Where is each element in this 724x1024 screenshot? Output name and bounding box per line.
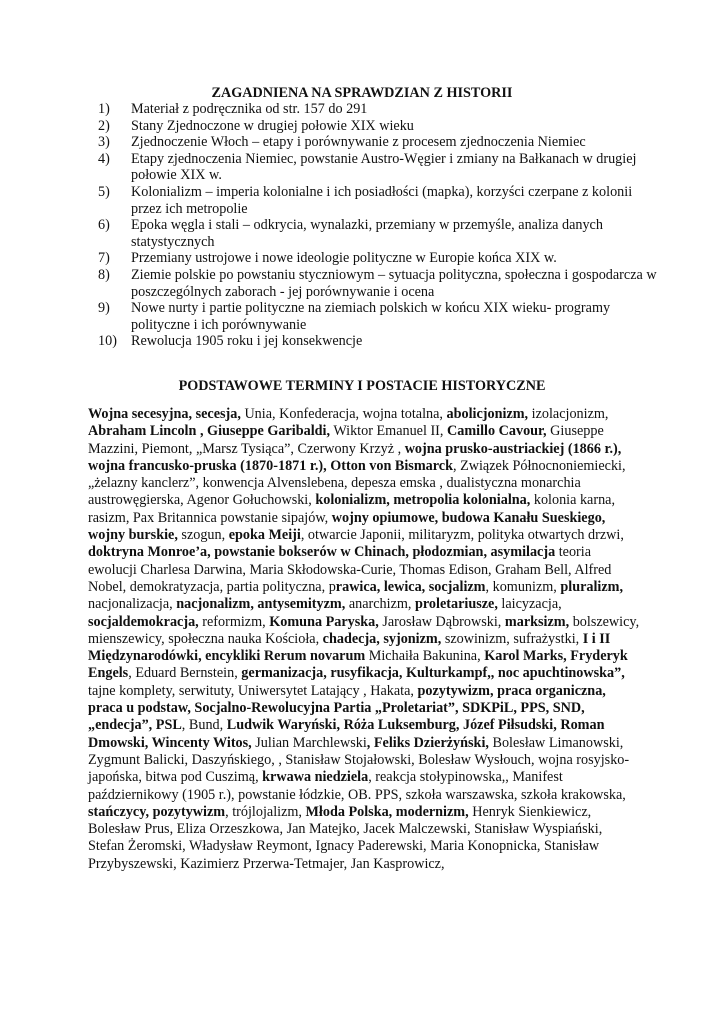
topic-number: 3) <box>98 134 110 151</box>
bold-term: nacjonalizm, antysemityzm, <box>176 596 346 613</box>
topic-text: Materiał z podręcznika od str. 157 do 291 <box>131 101 368 117</box>
bold-term: , Feliks Dzierżyński, <box>366 734 489 751</box>
bold-term: proletariusze, <box>415 596 498 613</box>
bold-term: Komuna Paryska, <box>269 613 379 630</box>
term-text: bolszewicy, mienszewicy, społeczna nauka Kościoła, <box>88 613 640 647</box>
topic-text: Epoka węgla i stali – odkrycia, wynalazki, przemiany w przemyśle, analiza danych statystycznych <box>131 217 603 250</box>
topic-text: Przemiany ustrojowe i nowe ideologie polityczne w Europie końca XIX w. <box>131 250 557 267</box>
topic-text: Nowe nurty i partie polityczne na ziemiach polskich w końcu XIX wieku- programy polityczne i ich porównywanie <box>131 300 611 333</box>
bold-term: abolicjonizm, <box>446 406 529 422</box>
term-text: , reakcja stołypinowska,, Manifest październikowy (1905 r.), powstanie łódzkie, OB. PPS, szkoła warszawska, szkoła krakowska, <box>88 769 626 803</box>
bold-term: rawica, lewica, socjalizm <box>335 578 486 595</box>
term-text: Bolesław Limanowski, Zygmunt Balicki, Daszyńskiego, , Stanisław Stojałowski, Bolesław Wysłouch, wojna rosyjsko-japońska, bitwa pod Cuszimą, <box>88 734 630 786</box>
topic-item <box>98 267 658 300</box>
term-text: , Związek Północnoniemiecki, „żelazny kanclerz”, konwencja Alvenslebena, depesza emska , dualistyczna monarchia austrowęgierska, Agenor Gołuchowski, <box>88 457 626 509</box>
bold-term: germanizacja, rusyfikacja, Kulturkampf,, noc apuchtinowska”, <box>241 665 625 682</box>
bold-term: doktryna Monroe’a, powstanie bokserów w Chinach, płodozmian, asymilacja <box>88 544 556 561</box>
term-text: , trójlojalizm, <box>225 803 306 820</box>
term-text: laicyzacja, <box>497 596 562 613</box>
topic-text: Zjednoczenie Włoch – etapy i porównywanie z procesem zjednoczenia Niemiec <box>131 134 586 151</box>
topic-number: 6) <box>98 217 110 234</box>
bold-term: marksizm, <box>504 613 570 630</box>
bold-term: wojna prusko-austriackiej (1866 r.), wojna francusko-pruska (1870-1871 r.), <box>88 440 622 474</box>
bold-term: krwawa niedziela <box>262 769 369 786</box>
bold-term: Karol Marks, Fryderyk Engels <box>88 648 628 682</box>
topic-text: Etapy zjednoczenia Niemiec, powstanie Austro-Węgier i zmiany na Bałkanach w drugiej połowie XIX w. <box>131 150 637 184</box>
bold-term: pozytywizm, praca organiczna, praca u podstaw, Socjalno-Rewolucyjna Partia „Proletariat”, SDKPiL, PPS, SND, „endecja”, PSL <box>88 682 606 734</box>
term-text: , Bund, <box>181 717 227 734</box>
topic-number: 2) <box>98 117 110 134</box>
bold-term: Camillo Cavour, <box>447 423 547 440</box>
term-text: Michaiła Bakunina, <box>365 648 485 665</box>
topic-item <box>98 250 658 267</box>
topic-item <box>98 134 658 151</box>
topic-number: 9) <box>98 300 110 317</box>
topic-number: 8) <box>98 266 110 283</box>
section-heading: PODSTAWOWE TERMINY I POSTACIE HISTORYCZNE <box>178 378 546 394</box>
term-text: reformizm, <box>198 613 270 630</box>
term-text: Henryk Sienkiewicz, Bolesław Prus, Eliza Orzeszkowa, Jan Matejko, Jacek Malczewski, Stanisław Wyspiański, Stefan Żeromski, Władysław Reymont, Ignacy Paderewski, Maria Konopnicka, Stanisław Przybyszewski, Kazimierz Przerwa-Tetmajer, Jan Kasprowicz, <box>88 803 603 872</box>
term-text: izolacjonizm, <box>528 406 609 422</box>
term-text: tajne komplety, serwituty, Uniwersytet Latający , Hakata, <box>88 682 418 699</box>
bold-term: I i II Międzynarodówki, encykliki Rerum novarum <box>88 630 611 665</box>
bold-term: chadecja, syjonizm, <box>322 630 442 647</box>
topic-number: 7) <box>98 250 110 267</box>
topic-item <box>98 333 658 350</box>
bold-term: Wojna secesyjna, secesja, <box>88 406 241 422</box>
term-text: , otwarcie Japonii, militaryzm, polityka otwartych drzwi, <box>300 527 624 544</box>
bold-term: stańczycy, pozytywizm <box>88 803 226 820</box>
page-title: ZAGADNIENA NA SPRAWDZIAN Z HISTORII <box>211 85 513 101</box>
bold-term: Młoda Polska, modernizm, <box>305 803 469 820</box>
bold-term: pluralizm, <box>560 578 624 595</box>
term-text: Jarosław Dąbrowski, <box>378 613 505 630</box>
term-text: szowinizm, sufrażystki, <box>441 630 583 647</box>
topic-item <box>98 101 658 118</box>
topic-text: Rewolucja 1905 roku i jej konsekwencje <box>131 333 363 350</box>
bold-term: Otton von Bismarck <box>330 457 453 474</box>
topic-item <box>98 184 658 217</box>
bold-term: kolonializm, metropolia kolonialna, <box>315 492 531 509</box>
term-text: Giuseppe Mazzini, Piemont, „Marsz Tysiąca”, Czerwony Krzyż , <box>88 423 604 457</box>
topic-number: 4) <box>98 150 110 167</box>
term-text: , komunizm, <box>485 578 561 595</box>
term-text: kolonia karna, rasizm, Pax Britannica powstanie sipajów, <box>88 492 616 526</box>
topic-item <box>98 151 658 184</box>
topic-number: 10) <box>98 333 117 350</box>
bold-term: socjaldemokracja, <box>88 613 199 630</box>
term-text: Unia, Konfederacja, wojna totalna, <box>240 406 447 422</box>
topic-text: Kolonializm – imperia kolonialne i ich posiadłości (mapka), korzyści czerpane z kolonii przez ich metropolie <box>131 183 633 217</box>
topic-text: Ziemie polskie po powstaniu styczniowym – sytuacja polityczna, społeczna i gospodarcza w poszczególnych zaborach - jej porównywanie i ocena <box>131 266 657 300</box>
topic-number: 1) <box>98 101 110 117</box>
topic-item <box>98 300 658 333</box>
topic-number: 5) <box>98 183 110 200</box>
bold-term: Ludwik Waryński, Róża Luksemburg, Józef Piłsudski, Roman Dmowski, Wincenty Witos, <box>88 717 605 751</box>
topic-item <box>98 118 658 135</box>
term-text: teoria ewolucji Charlesa Darwina, Maria Skłodowska-Curie, Thomas Edison, Graham Bell, Alfred Nobel, demokratyzacja, partia polityczna, p <box>88 544 612 595</box>
term-text: szogun, <box>177 527 229 544</box>
terms-paragraph <box>88 406 642 873</box>
topic-item <box>98 217 658 250</box>
term-text: nacjonalizacja, <box>88 596 177 613</box>
term-text: Julian Marchlewski <box>251 734 367 751</box>
term-text: , Eduard Bernstein, <box>128 665 242 682</box>
bold-term: epoka Meiji <box>228 527 301 544</box>
bold-term: Abraham Lincoln , Giuseppe Garibaldi, <box>88 423 331 440</box>
topic-text: Stany Zjednoczone w drugiej połowie XIX wieku <box>131 117 414 134</box>
topic-list <box>98 101 658 350</box>
term-text: anarchizm, <box>345 596 415 613</box>
term-text: Wiktor Emanuel II, <box>330 423 448 440</box>
bold-term: wojny opiumowe, budowa Kanału Sueskiego, wojny burskie, <box>88 509 606 544</box>
